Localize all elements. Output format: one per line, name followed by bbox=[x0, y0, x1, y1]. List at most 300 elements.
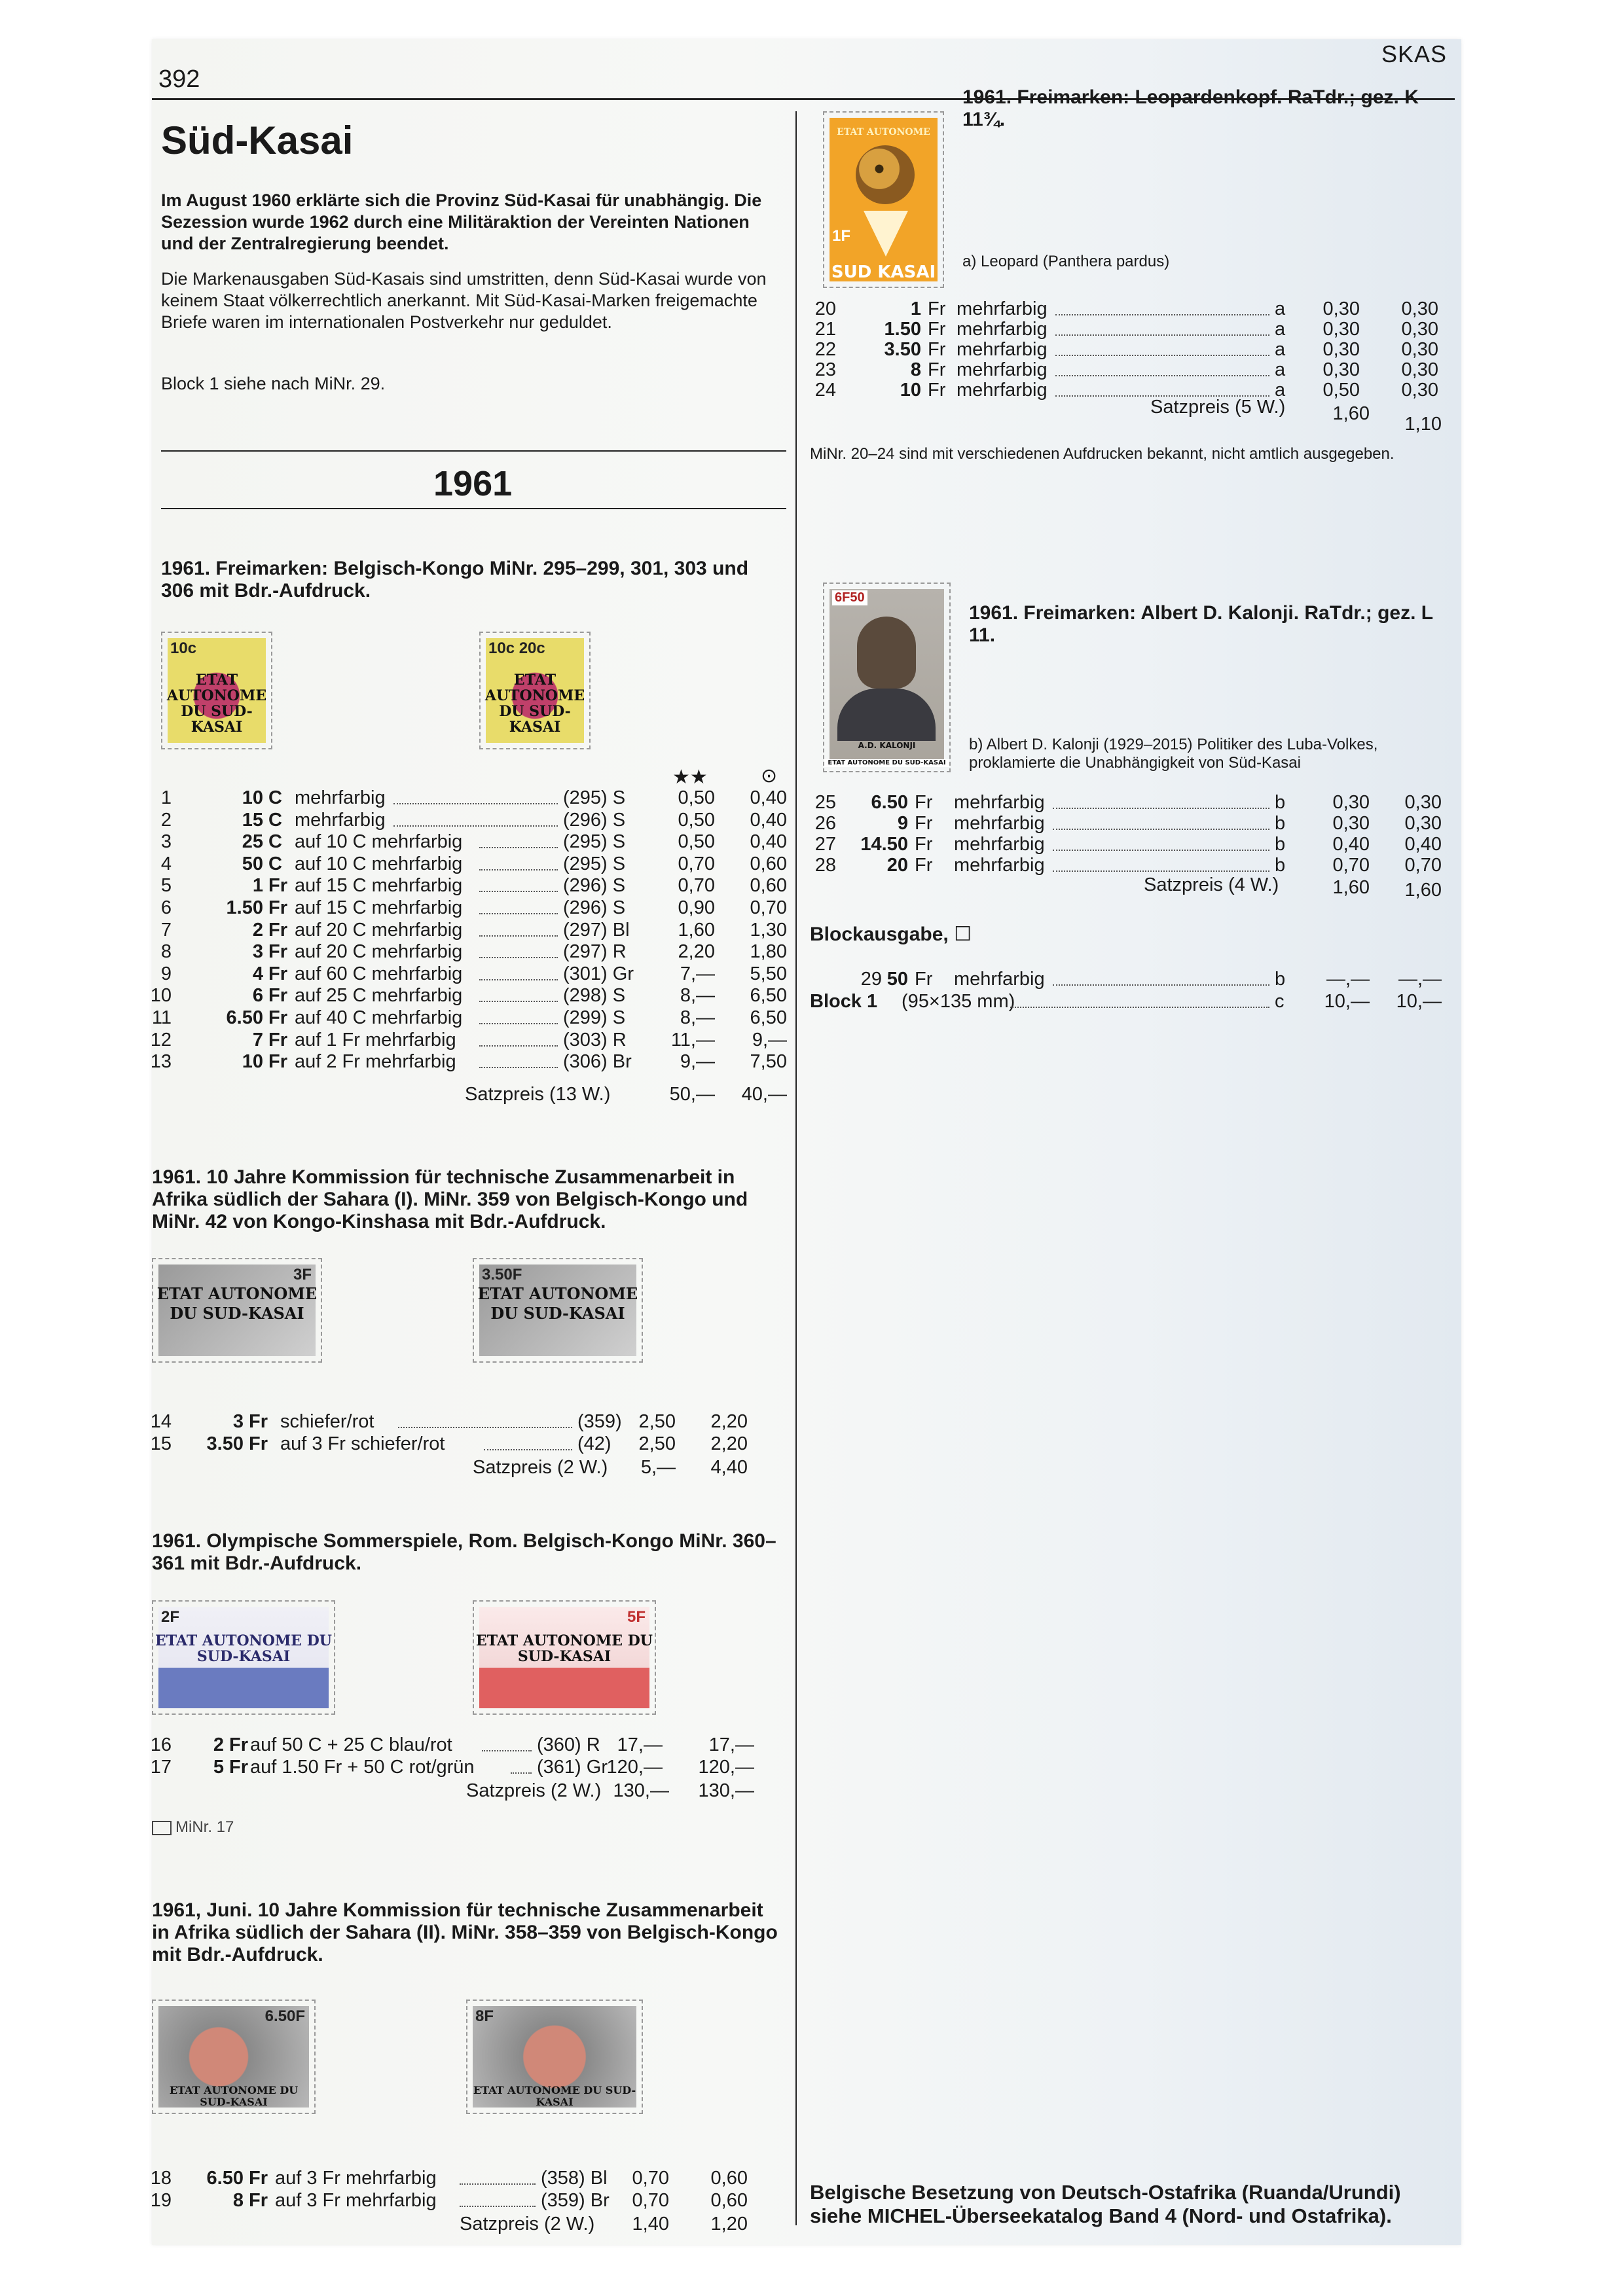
catalog-row-29 bbox=[810, 969, 1455, 991]
currency-unit: Fr bbox=[229, 1734, 248, 1755]
currency-unit: C bbox=[268, 853, 282, 874]
catalog-number: 5 bbox=[160, 875, 172, 897]
issue-3-title: 1961. Olympische Sommerspiele, Rom. Belgisch-Kongo MiNr. 360–361 mit Bdr.-Aufdruck. bbox=[152, 1530, 776, 1574]
price-used: 2,20 bbox=[710, 1411, 748, 1432]
v-symbol-icon bbox=[864, 211, 908, 257]
leader-dots bbox=[1053, 855, 1269, 872]
leader-dots bbox=[479, 1030, 558, 1047]
catalog-row-22 bbox=[810, 339, 1455, 361]
catalog-row-20 bbox=[810, 298, 1455, 321]
description: mehrfarbig bbox=[957, 298, 1048, 319]
leader-dots bbox=[484, 1433, 573, 1450]
price-mint: 8,— bbox=[680, 985, 715, 1007]
currency-unit: Fr bbox=[928, 359, 946, 380]
denomination: 10 bbox=[900, 380, 921, 401]
currency-unit: Fr bbox=[268, 919, 287, 941]
price-used: 0,60 bbox=[750, 853, 787, 874]
price-mint: 9,— bbox=[680, 1051, 715, 1073]
issue-6-caption: b) Albert D. Kalonji (1929–2015) Politiker des Luba-Volkes, proklamierte die Unabhängigkeit von Süd-Kasai bbox=[969, 736, 1378, 772]
currency-unit: Fr bbox=[928, 339, 946, 360]
currency-unit: Fr bbox=[268, 1029, 287, 1050]
footer-text: Belgische Besetzung von Deutsch-Ostafrika (Ruanda/Urundi) siehe MICHEL-Überseekatalog Band 4 (Nord- und Ostafrika). bbox=[810, 2181, 1401, 2227]
price-used: 0,60 bbox=[710, 2168, 748, 2189]
type-reference: (295) S bbox=[563, 831, 626, 853]
price-mint: 17,— bbox=[617, 1734, 663, 1755]
block-note: Block 1 siehe nach MiNr. 29. bbox=[161, 374, 386, 393]
price-mint: 0,50 bbox=[1322, 380, 1360, 401]
leader-dots bbox=[1010, 991, 1270, 1008]
issue-3-set-label: Satzpreis (2 W.) bbox=[466, 1780, 602, 1801]
type-reference: (42) bbox=[577, 1433, 611, 1454]
stamp-flower-1 bbox=[161, 632, 272, 749]
leader-dots bbox=[1055, 298, 1269, 315]
issue-5-set-mint: 1,60 bbox=[1332, 403, 1370, 424]
currency-unit: C bbox=[268, 831, 282, 853]
catalog-row-27 bbox=[810, 834, 1455, 856]
country-title: Süd-Kasai bbox=[161, 118, 354, 162]
catalog-number: 12 bbox=[150, 1029, 172, 1050]
stamp-flower-1-value: 10c bbox=[170, 639, 197, 657]
stamp-commission-3-value: 6.50F bbox=[264, 2007, 305, 2025]
currency-unit: Fr bbox=[268, 941, 287, 963]
price-used: 0,40 bbox=[1404, 834, 1442, 855]
denomination: 1.50 bbox=[226, 897, 263, 918]
issue-3-set-mint: 130,— bbox=[613, 1780, 669, 1801]
denomination: 6.50 bbox=[226, 1007, 263, 1028]
stamp-flower-2 bbox=[479, 632, 591, 749]
catalog-number: 25 bbox=[814, 792, 836, 813]
denomination: 3 bbox=[252, 941, 263, 963]
currency-unit: Fr bbox=[268, 875, 287, 897]
type-reference: b bbox=[1275, 834, 1286, 855]
type-reference: (303) R bbox=[563, 1029, 627, 1050]
type-reference: (358) Bl bbox=[541, 2168, 608, 2189]
price-mint: 0,50 bbox=[678, 809, 715, 831]
denomination: 1 bbox=[252, 875, 263, 897]
price-mint: 0,30 bbox=[1322, 339, 1360, 360]
issue-4-set-mint: 1,40 bbox=[632, 2214, 669, 2234]
catalog-number: Block 1 bbox=[810, 991, 878, 1012]
catalog-number: 1 bbox=[160, 787, 172, 808]
catalog-number: 2 bbox=[160, 809, 172, 831]
denomination: 50 bbox=[242, 853, 263, 874]
issue-5-set-label: Satzpreis (5 W.) bbox=[1150, 397, 1286, 418]
catalog-number: 3 bbox=[160, 831, 172, 853]
stamp-flower-1-overprint: ETAT AUTONOME DU SUD-KASAI bbox=[166, 672, 267, 736]
catalog-number: 9 bbox=[160, 963, 172, 984]
type-reference: (299) S bbox=[563, 1007, 626, 1028]
leader-dots bbox=[1055, 319, 1269, 336]
stamp-commission-2-value: 3.50F bbox=[482, 1266, 522, 1283]
year-rule-top bbox=[161, 450, 786, 452]
currency-unit: Fr bbox=[915, 969, 933, 990]
issue-6-set-label: Satzpreis (4 W.) bbox=[1144, 874, 1279, 895]
page-number: 392 bbox=[158, 65, 200, 93]
year-rule-bottom bbox=[161, 508, 786, 509]
currency-unit: Fr bbox=[268, 1007, 287, 1028]
stamp-commission-2 bbox=[473, 1258, 643, 1363]
catalog-row-9 bbox=[152, 963, 793, 986]
issue-5-set-used: 1,10 bbox=[1404, 414, 1442, 435]
description: (95×135 mm) bbox=[902, 991, 1015, 1012]
catalog-row-24 bbox=[810, 380, 1455, 402]
price-used: 0,70 bbox=[1404, 855, 1442, 876]
price-mint: 0,30 bbox=[1332, 813, 1370, 834]
type-reference: b bbox=[1275, 969, 1286, 990]
price-mint: 11,— bbox=[670, 1029, 715, 1050]
stamp-olympic-1 bbox=[152, 1600, 335, 1715]
price-mint: 120,— bbox=[606, 1757, 663, 1778]
leopard-head-icon bbox=[856, 145, 915, 204]
cover-icon bbox=[152, 1821, 172, 1835]
price-used: 0,30 bbox=[1401, 339, 1438, 360]
price-mint: 0,70 bbox=[632, 2168, 669, 2189]
catalog-number: 22 bbox=[814, 339, 836, 360]
denomination: 10 bbox=[242, 787, 263, 808]
catalog-row-1 bbox=[152, 787, 793, 810]
leader-dots bbox=[482, 1734, 532, 1751]
denomination: 3 bbox=[232, 1411, 244, 1432]
catalog-page bbox=[152, 39, 1461, 2245]
col-header-used: ⊙ bbox=[761, 765, 778, 787]
issue-2-title: 1961. 10 Jahre Kommission für technische Zusammenarbeit in Afrika südlich der Sahara (I). MiNr. 359 von Belgisch-Kongo und MiNr. 42 von Kongo-Kinshasa mit Bdr.-Aufdruck. bbox=[152, 1166, 748, 1232]
catalog-row-25 bbox=[810, 792, 1455, 814]
catalog-number: 13 bbox=[150, 1051, 172, 1073]
description: mehrfarbig bbox=[295, 787, 386, 808]
currency-unit: C bbox=[268, 809, 282, 831]
type-reference: (296) S bbox=[563, 897, 626, 918]
description: mehrfarbig bbox=[954, 813, 1045, 834]
catalog-number: 21 bbox=[814, 319, 836, 340]
issue-1-set-used: 40,— bbox=[741, 1084, 787, 1105]
catalog-number: 28 bbox=[814, 855, 836, 876]
intro-text: Die Markenausgaben Süd-Kasais sind umstritten, denn Süd-Kasai wurde von keinem Staat völkerrechtlich anerkannt. Mit Süd-Kasai-Marken freigemachte Briefe waren im internationalen Postverkehr nur geduldet. bbox=[161, 269, 767, 332]
catalog-row-26 bbox=[810, 813, 1455, 835]
denomination: 25 bbox=[242, 831, 263, 853]
denomination: 6.50 bbox=[206, 2168, 244, 2189]
stamp-leopard-value: 1F bbox=[832, 227, 851, 245]
catalog-row-7 bbox=[152, 920, 793, 942]
type-reference: a bbox=[1275, 319, 1286, 340]
type-reference: (359) bbox=[577, 1411, 622, 1432]
price-used: 10,— bbox=[1396, 991, 1442, 1012]
price-used: 0,30 bbox=[1404, 792, 1442, 813]
catalog-row-23 bbox=[810, 359, 1455, 382]
catalog-number: 16 bbox=[150, 1734, 172, 1755]
price-mint: 0,30 bbox=[1322, 298, 1360, 319]
description: auf 20 C mehrfarbig bbox=[295, 919, 463, 941]
description: auf 10 C mehrfarbig bbox=[295, 853, 463, 874]
denomination: 8 bbox=[232, 2190, 244, 2211]
price-used: 0,30 bbox=[1401, 380, 1438, 401]
leader-dots bbox=[479, 963, 558, 980]
stamp-commission-4 bbox=[466, 2000, 643, 2114]
type-reference: (296) S bbox=[563, 809, 626, 831]
description: mehrfarbig bbox=[954, 834, 1045, 855]
catalog-row-6 bbox=[152, 897, 793, 920]
type-reference: (297) R bbox=[563, 941, 627, 963]
description: auf 2 Fr mehrfarbig bbox=[295, 1051, 456, 1073]
price-used: 1,80 bbox=[750, 941, 787, 963]
price-mint: 0,70 bbox=[632, 2190, 669, 2211]
price-used: 7,50 bbox=[750, 1051, 787, 1073]
price-used: 1,30 bbox=[750, 919, 787, 941]
leader-dots bbox=[1053, 792, 1269, 809]
price-used: 17,— bbox=[708, 1734, 754, 1755]
leader-dots bbox=[479, 1051, 558, 1068]
catalog-row-3 bbox=[152, 831, 793, 853]
price-mint: 1,60 bbox=[678, 919, 715, 941]
type-reference: (295) S bbox=[563, 787, 626, 808]
catalog-number: 6 bbox=[160, 897, 172, 918]
block-heading: Blockausgabe, ☐ bbox=[810, 924, 972, 945]
price-used: 0,60 bbox=[710, 2190, 748, 2211]
issue-5-title: 1961. Freimarken: Leopardenkopf. RaTdr.; gez. K 11¾. bbox=[962, 86, 1419, 130]
price-mint: 0,70 bbox=[1332, 855, 1370, 876]
type-reference: (306) Br bbox=[563, 1051, 632, 1073]
leader-dots bbox=[398, 1411, 572, 1428]
price-used: 120,— bbox=[698, 1757, 754, 1778]
issue-4-set-label: Satzpreis (2 W.) bbox=[460, 2214, 595, 2234]
price-used: 0,30 bbox=[1401, 298, 1438, 319]
issue-1-title: 1961. Freimarken: Belgisch-Kongo MiNr. 295–299, 301, 303 und 306 mit Bdr.-Aufdruck. bbox=[161, 558, 749, 601]
description: auf 1 Fr mehrfarbig bbox=[295, 1029, 456, 1050]
description: auf 60 C mehrfarbig bbox=[295, 963, 463, 984]
price-mint: 7,— bbox=[680, 963, 715, 984]
catalog-row-18 bbox=[152, 2168, 793, 2190]
currency-unit: Fr bbox=[268, 897, 287, 918]
denomination: 14.50 bbox=[860, 834, 908, 855]
currency-unit: Fr bbox=[249, 1433, 268, 1454]
type-reference: (297) Bl bbox=[563, 919, 630, 941]
currency-unit: Fr bbox=[268, 1051, 287, 1073]
catalog-number: 26 bbox=[814, 813, 836, 834]
issue-5-note: MiNr. 20–24 sind mit verschiedenen Aufdrucken bekannt, nicht amtlich ausgegeben. bbox=[810, 445, 1395, 463]
leader-dots bbox=[1055, 359, 1269, 376]
leader-dots bbox=[1053, 834, 1269, 851]
currency-unit: Fr bbox=[915, 834, 933, 855]
price-mint: 0,70 bbox=[678, 853, 715, 874]
stamp-commission-2-overprint: ETAT AUTONOME DU SUD-KASAI bbox=[477, 1284, 638, 1323]
denomination: 7 bbox=[252, 1029, 263, 1050]
denomination: 9 bbox=[897, 813, 908, 834]
column-divider bbox=[795, 111, 797, 2225]
stamp-leopard-top-text: ETAT AUTONOME bbox=[837, 127, 930, 137]
col-header-mint: ★★ bbox=[672, 766, 708, 788]
price-mint: 2,20 bbox=[678, 941, 715, 963]
denomination: 5 bbox=[213, 1757, 224, 1778]
portrait-icon bbox=[857, 617, 916, 689]
description: mehrfarbig bbox=[957, 339, 1048, 360]
leader-dots bbox=[460, 2168, 536, 2185]
issue-6-set-used: 1,60 bbox=[1404, 880, 1442, 901]
catalog-row-13 bbox=[152, 1051, 793, 1073]
issue-1-set-label: Satzpreis (13 W.) bbox=[465, 1084, 611, 1105]
catalog-row-14 bbox=[152, 1411, 793, 1433]
currency-unit: C bbox=[268, 787, 282, 808]
catalog-number: 11 bbox=[151, 1007, 172, 1028]
stamp-kalonji bbox=[823, 583, 951, 772]
stamp-commission-3 bbox=[152, 2000, 316, 2114]
type-reference: (296) S bbox=[563, 875, 626, 897]
intro-bold: Im August 1960 erklärte sich die Provinz Süd-Kasai für unabhängig. Die Sezession wurde 1962 durch eine Militäraktion der Vereinten Nationen und der Zentralregierung beendet. bbox=[161, 190, 762, 253]
catalog-row-8 bbox=[152, 941, 793, 963]
currency-unit: Fr bbox=[915, 813, 933, 834]
type-reference: (359) Br bbox=[541, 2190, 610, 2211]
catalog-row-28 bbox=[810, 855, 1455, 877]
price-mint: 0,30 bbox=[1322, 359, 1360, 380]
price-used: 0,40 bbox=[750, 809, 787, 831]
issue-4-set-used: 1,20 bbox=[710, 2214, 748, 2234]
issue-4-title: 1961, Juni. 10 Jahre Kommission für technische Zusammenarbeit in Afrika südlich der Sahara (II). MiNr. 358–359 von Belgisch-Kongo mit Bdr.-Aufdruck. bbox=[152, 1899, 778, 1965]
description: auf 1.50 Fr + 50 C rot/grün bbox=[250, 1757, 475, 1778]
catalog-row-21 bbox=[810, 319, 1455, 341]
leader-dots bbox=[1055, 339, 1269, 356]
leader-dots bbox=[479, 897, 558, 914]
currency-unit: Fr bbox=[229, 1757, 248, 1778]
leader-dots bbox=[479, 853, 558, 870]
running-head: SKAS bbox=[1381, 41, 1447, 67]
currency-unit: Fr bbox=[915, 855, 933, 876]
price-mint: 0,70 bbox=[678, 875, 715, 897]
description: mehrfarbig bbox=[957, 380, 1048, 401]
price-mint: 0,50 bbox=[678, 787, 715, 808]
denomination: 3.50 bbox=[884, 339, 921, 360]
price-used: 6,50 bbox=[750, 985, 787, 1007]
catalog-number: 27 bbox=[814, 834, 836, 855]
issue-2-set-label: Satzpreis (2 W.) bbox=[473, 1457, 608, 1478]
leader-dots bbox=[393, 810, 558, 827]
currency-unit: Fr bbox=[249, 2168, 268, 2189]
catalog-row-19 bbox=[152, 2190, 793, 2212]
issue-6-title: 1961. Freimarken: Albert D. Kalonji. RaTdr.; gez. L 11. bbox=[969, 602, 1433, 646]
leader-dots bbox=[1053, 813, 1269, 830]
type-reference: (295) S bbox=[563, 853, 626, 874]
type-reference: (298) S bbox=[563, 985, 626, 1007]
price-used: 0,40 bbox=[750, 831, 787, 853]
denomination: 6 bbox=[252, 985, 263, 1007]
currency-unit: Fr bbox=[928, 298, 946, 319]
stamp-kalonji-bottom: ETAT AUTONOME DU SUD-KASAI bbox=[824, 759, 949, 767]
price-mint: 10,— bbox=[1324, 991, 1370, 1012]
catalog-number: 23 bbox=[814, 359, 836, 380]
catalog-number: 20 bbox=[814, 298, 836, 319]
catalog-row-11 bbox=[152, 1007, 793, 1030]
type-reference: (360) R bbox=[537, 1734, 600, 1755]
catalog-row-5 bbox=[152, 875, 793, 897]
denomination: 2 bbox=[252, 919, 263, 941]
price-used: 0,70 bbox=[750, 897, 787, 918]
denomination: 8 bbox=[910, 359, 921, 380]
catalog-row-10 bbox=[152, 985, 793, 1007]
leader-dots bbox=[479, 920, 558, 937]
type-reference: a bbox=[1275, 298, 1286, 319]
catalog-number: 19 bbox=[150, 2190, 172, 2211]
price-used: 0,60 bbox=[750, 875, 787, 897]
catalog-row-17 bbox=[152, 1757, 793, 1779]
type-reference: b bbox=[1275, 855, 1286, 876]
year-heading: 1961 bbox=[433, 464, 513, 503]
price-mint: 0,30 bbox=[1332, 792, 1370, 813]
issue-3-set-used: 130,— bbox=[698, 1780, 754, 1801]
price-used: 5,50 bbox=[750, 963, 787, 984]
type-reference: a bbox=[1275, 359, 1286, 380]
price-mint: 0,90 bbox=[678, 897, 715, 918]
stamp-commission-1 bbox=[152, 1258, 322, 1363]
denomination: 6.50 bbox=[871, 792, 908, 813]
price-mint: 0,40 bbox=[1332, 834, 1370, 855]
catalog-row-2 bbox=[152, 810, 793, 832]
catalog-number: 4 bbox=[160, 853, 172, 874]
leader-dots bbox=[479, 941, 558, 958]
leader-dots bbox=[1055, 380, 1269, 397]
description: auf 40 C mehrfarbig bbox=[295, 1007, 463, 1028]
stamp-leopard bbox=[823, 111, 944, 288]
currency-unit: Fr bbox=[928, 380, 946, 401]
catalog-number: 15 bbox=[150, 1433, 172, 1454]
leader-dots bbox=[393, 787, 558, 804]
issue-2-set-used: 4,40 bbox=[710, 1457, 748, 1478]
type-reference: (301) Gr bbox=[563, 963, 634, 984]
description: mehrfarbig bbox=[957, 359, 1048, 380]
description: auf 15 C mehrfarbig bbox=[295, 897, 463, 918]
leader-dots bbox=[460, 2190, 536, 2207]
issue-2-set-mint: 5,— bbox=[640, 1457, 676, 1478]
leader-dots bbox=[479, 875, 558, 892]
price-mint: 2,50 bbox=[638, 1433, 676, 1454]
issue-5-caption: a) Leopard (Panthera pardus) bbox=[962, 253, 1170, 270]
leader-dots bbox=[479, 1007, 558, 1024]
price-used: —,— bbox=[1398, 969, 1442, 990]
price-used: 0,30 bbox=[1404, 813, 1442, 834]
issue-3-note bbox=[152, 1818, 234, 1837]
catalog-row-4 bbox=[152, 853, 793, 876]
currency-unit: Fr bbox=[268, 985, 287, 1007]
type-reference: a bbox=[1275, 380, 1286, 401]
stamp-flower-2-overprint: ETAT AUTONOME DU SUD-KASAI bbox=[484, 672, 585, 736]
stamp-commission-3-overprint: ETAT AUTONOME DU SUD-KASAI bbox=[169, 2084, 299, 2108]
stamp-commission-4-overprint: ETAT AUTONOME DU SUD-KASAI bbox=[473, 2084, 636, 2108]
type-reference: b bbox=[1275, 792, 1286, 813]
issue-3-note-text: MiNr. 17 bbox=[175, 1818, 234, 1836]
stamp-olympic-1-value: 2F bbox=[161, 1608, 180, 1626]
denomination: 4 bbox=[252, 963, 263, 984]
price-used: 0,30 bbox=[1401, 319, 1438, 340]
leader-dots bbox=[511, 1757, 532, 1774]
currency-unit: Fr bbox=[249, 1411, 268, 1432]
description: auf 10 C mehrfarbig bbox=[295, 831, 463, 853]
stamp-olympic-2-value: 5F bbox=[627, 1608, 646, 1626]
description: mehrfarbig bbox=[295, 809, 386, 831]
price-mint: 2,50 bbox=[638, 1411, 676, 1432]
denomination: 15 bbox=[242, 809, 263, 831]
currency-unit: Fr bbox=[268, 963, 287, 984]
description: auf 3 Fr mehrfarbig bbox=[275, 2168, 437, 2189]
description: auf 20 C mehrfarbig bbox=[295, 941, 463, 963]
price-used: 9,— bbox=[752, 1029, 787, 1050]
price-mint: 8,— bbox=[680, 1007, 715, 1028]
issue-1-set-mint: 50,— bbox=[669, 1084, 715, 1105]
catalog-row-15 bbox=[152, 1433, 793, 1456]
price-used: 2,20 bbox=[710, 1433, 748, 1454]
catalog-row-12 bbox=[152, 1030, 793, 1052]
type-reference: a bbox=[1275, 339, 1286, 360]
currency-unit: Fr bbox=[915, 792, 933, 813]
stamp-flower-2-value: 10c 20c bbox=[488, 639, 545, 657]
price-used: 0,30 bbox=[1401, 359, 1438, 380]
description: mehrfarbig bbox=[954, 792, 1045, 813]
catalog-number: 14 bbox=[150, 1411, 172, 1432]
